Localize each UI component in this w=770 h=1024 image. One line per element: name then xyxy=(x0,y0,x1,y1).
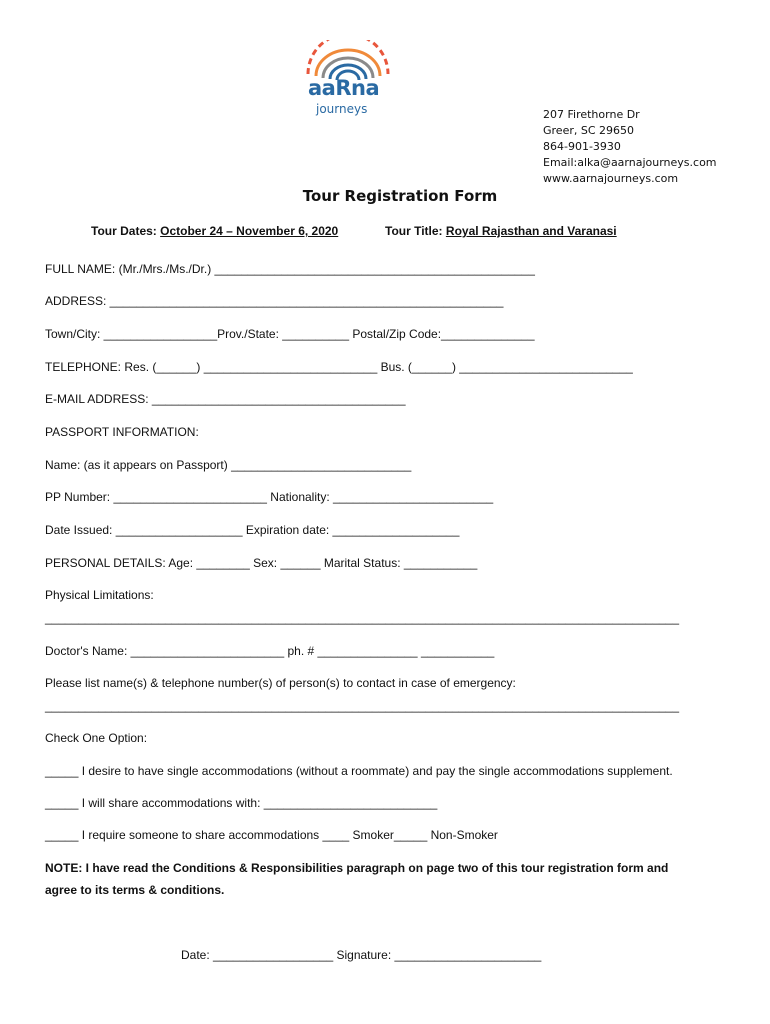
tour-dates-value: October 24 – November 6, 2020 xyxy=(160,224,339,238)
address-phone: 864-901-3930 xyxy=(543,140,621,153)
logo-arcs-icon xyxy=(298,40,398,80)
note-line-1: NOTE: I have read the Conditions & Responsibilities paragraph on page two of this tour registration form and xyxy=(45,861,669,875)
doctor-field[interactable]: Doctor's Name: _______________________ ph. # _______________ ___________ xyxy=(45,644,495,658)
tour-title-label: Tour Title: xyxy=(385,224,443,238)
physical-limitations-field[interactable]: _______________________________________________________________________________________________ xyxy=(45,611,680,625)
tour-dates-label: Tour Dates: xyxy=(91,224,157,238)
passport-name-field[interactable]: Name: (as it appears on Passport) ___________________________ xyxy=(45,458,412,472)
aarna-logo xyxy=(298,40,398,125)
physical-limitations-label: Physical Limitations: xyxy=(45,588,154,602)
tour-dates xyxy=(91,224,338,238)
date-signature-field[interactable]: Date: __________________ Signature: ______________________ xyxy=(181,948,542,962)
telephone-field[interactable]: TELEPHONE: Res. (______) __________________________ Bus. (______) __________________________ xyxy=(45,360,633,374)
address-website: www.aarnajourneys.com xyxy=(543,172,679,185)
town-state-zip-field[interactable]: Town/City: _________________Prov./State: __________ Postal/Zip Code:______________ xyxy=(45,327,535,341)
form-title: Tour Registration Form xyxy=(302,187,498,205)
address-field[interactable]: ADDRESS: ___________________________________________________________ xyxy=(45,294,504,308)
option-require-roommate[interactable]: _____ I require someone to share accommodations ____ Smoker_____ Non-Smoker xyxy=(45,828,498,842)
option-single-accommodation[interactable]: _____ I desire to have single accommodations (without a roommate) and pay the single accommodations supplement. xyxy=(45,764,673,778)
address-email: Email:alka@aarnajourneys.com xyxy=(543,156,717,169)
address-city: Greer, SC 29650 xyxy=(543,124,635,137)
check-one-heading: Check One Option: xyxy=(45,731,148,745)
full-name-field[interactable]: FULL NAME: (Mr./Mrs./Ms./Dr.) ________________________________________________ xyxy=(45,262,535,276)
address-street: 207 Firethorne Dr xyxy=(543,108,640,121)
passport-heading: PASSPORT INFORMATION: xyxy=(45,425,199,439)
emergency-contact-label: Please list name(s) & telephone number(s) of person(s) to contact in case of emergency: xyxy=(45,676,516,690)
tour-title xyxy=(385,224,617,238)
note-line-2: agree to its terms & conditions. xyxy=(45,883,225,897)
tour-title-value: Royal Rajasthan and Varanasi xyxy=(445,224,617,238)
email-field[interactable]: E-MAIL ADDRESS: ______________________________________ xyxy=(45,392,406,406)
date-issued-field[interactable]: Date Issued: ___________________ Expiration date: ___________________ xyxy=(45,523,460,537)
company-address xyxy=(543,107,717,187)
emergency-contact-field[interactable]: _______________________________________________________________________________________________ xyxy=(45,699,680,713)
passport-number-field[interactable]: PP Number: _______________________ Nationality: ________________________ xyxy=(45,490,494,504)
logo-subtitle: journeys xyxy=(316,102,368,116)
logo-name: aaRna xyxy=(308,76,380,100)
personal-details-field[interactable]: PERSONAL DETAILS: Age: ________ Sex: ______ Marital Status: ___________ xyxy=(45,556,478,570)
option-share-accommodation[interactable]: _____ I will share accommodations with: __________________________ xyxy=(45,796,438,810)
